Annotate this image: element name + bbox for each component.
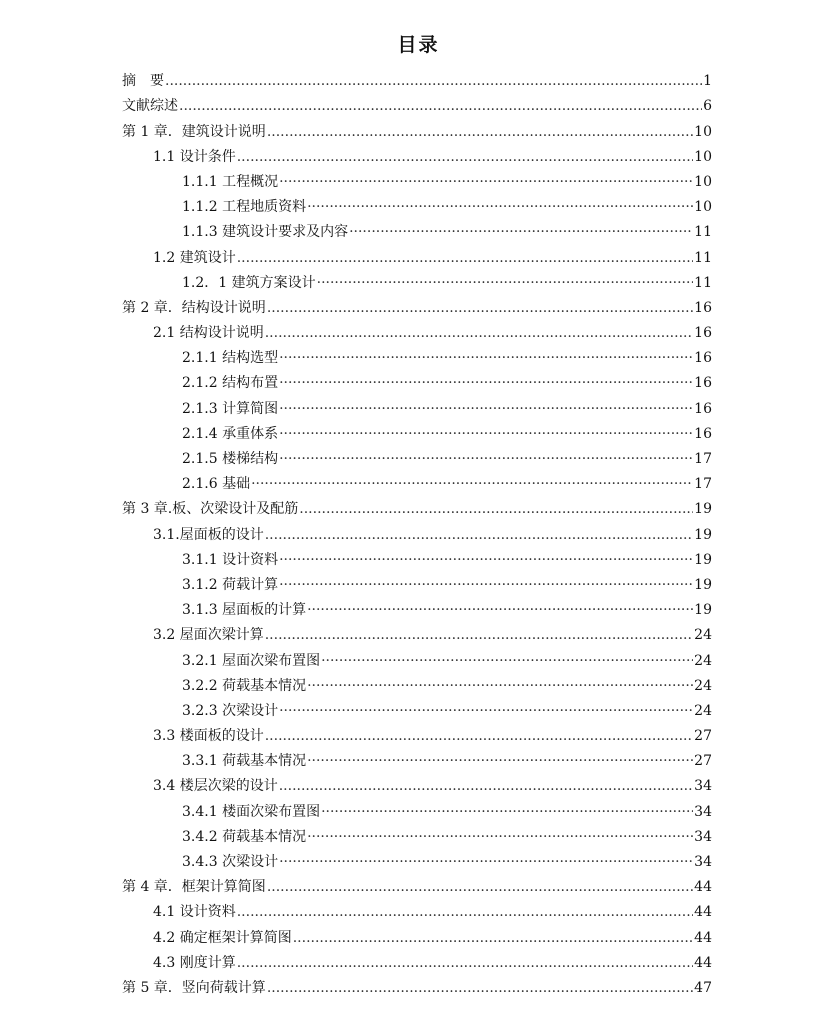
toc-dot-leader bbox=[307, 751, 693, 771]
toc-dot-leader bbox=[237, 147, 693, 167]
toc-entry-label: 1.1.2 工程地质资料 bbox=[182, 199, 307, 216]
toc-entry[interactable] bbox=[122, 242, 712, 267]
toc-entry[interactable] bbox=[122, 922, 712, 947]
toc-entry-label: 4.1 设计资料 bbox=[153, 904, 236, 921]
toc-entry[interactable] bbox=[122, 293, 712, 318]
toc-entry-label: 1.2．1 建筑方案设计 bbox=[182, 274, 316, 291]
toc-entry-label: 1.1.1 工程概况 bbox=[182, 173, 279, 190]
toc-entry-label: 3.3 楼面板的设计 bbox=[153, 728, 264, 745]
toc-entry[interactable] bbox=[122, 268, 712, 293]
toc-dot-leader bbox=[179, 96, 702, 116]
toc-entry[interactable] bbox=[122, 192, 712, 217]
toc-entry[interactable] bbox=[122, 91, 712, 116]
toc-dot-leader bbox=[267, 122, 693, 142]
toc-entry-page-number: 16 bbox=[694, 325, 712, 342]
toc-entry-page-number: 10 bbox=[694, 199, 712, 216]
toc-entry-label: 1.2 建筑设计 bbox=[153, 249, 236, 266]
toc-dot-leader bbox=[279, 701, 693, 721]
toc-dot-leader bbox=[293, 928, 693, 948]
toc-entry-label: 1.1.3 建筑设计要求及内容 bbox=[182, 224, 349, 241]
toc-dot-leader bbox=[307, 600, 693, 620]
toc-dot-leader bbox=[237, 248, 693, 268]
toc-entry-page-number: 34 bbox=[694, 854, 712, 870]
toc-entry-page-number: 16 bbox=[694, 375, 712, 392]
toc-entry-label: 3.3.1 荷载基本情况 bbox=[182, 753, 307, 770]
toc-entry[interactable] bbox=[122, 771, 712, 796]
toc-entry-page-number: 19 bbox=[694, 576, 712, 593]
toc-entry-page-number: 24 bbox=[694, 677, 712, 694]
toc-entry-page-number: 10 bbox=[694, 173, 712, 190]
toc-entry-label: 第 1 章．建筑设计说明 bbox=[122, 123, 266, 140]
toc-entry[interactable] bbox=[122, 167, 712, 192]
toc-entry-page-number: 34 bbox=[694, 803, 712, 820]
toc-entry-page-number: 11 bbox=[694, 274, 712, 291]
toc-dot-leader bbox=[237, 902, 693, 922]
toc-entry[interactable] bbox=[122, 897, 712, 922]
toc-entry[interactable] bbox=[122, 847, 712, 872]
toc-entry[interactable] bbox=[122, 545, 712, 570]
toc-entry-label: 3.2.3 次梁设计 bbox=[182, 702, 279, 719]
toc-dot-leader bbox=[321, 651, 693, 671]
toc-entry-page-number: 10 bbox=[694, 123, 712, 140]
toc-entry-label: 第 3 章.板、次梁设计及配筋 bbox=[122, 501, 299, 518]
toc-entry[interactable] bbox=[122, 645, 712, 670]
toc-entry-label: 1.1 设计条件 bbox=[153, 148, 236, 165]
toc-entry-page-number: 17 bbox=[694, 476, 712, 493]
toc-entry-label: 3.1.3 屋面板的计算 bbox=[182, 602, 307, 619]
toc-entry[interactable] bbox=[122, 721, 712, 746]
toc-dot-leader bbox=[267, 978, 693, 998]
toc-dot-leader bbox=[279, 399, 693, 419]
toc-entry-page-number: 19 bbox=[694, 526, 712, 543]
toc-dot-leader bbox=[321, 802, 693, 822]
toc-entry-page-number: 19 bbox=[694, 602, 712, 619]
toc-entry-label: 第 5 章．竖向荷载计算 bbox=[122, 979, 266, 996]
toc-entry-page-number: 27 bbox=[694, 753, 712, 770]
toc-entry-page-number: 11 bbox=[694, 249, 712, 266]
toc-entry[interactable] bbox=[122, 393, 712, 418]
toc-entry[interactable] bbox=[122, 318, 712, 343]
toc-entry[interactable] bbox=[122, 116, 712, 141]
toc-dot-leader bbox=[279, 172, 693, 192]
toc-entry-page-number: 47 bbox=[694, 979, 712, 996]
toc-dot-leader bbox=[279, 348, 693, 368]
toc-dot-leader bbox=[279, 575, 693, 595]
toc-entry-page-number: 44 bbox=[694, 954, 712, 971]
toc-dot-leader bbox=[279, 776, 693, 796]
toc-entry-page-number: 16 bbox=[694, 400, 712, 417]
toc-entry-label: 3.1.1 设计资料 bbox=[182, 551, 279, 568]
toc-entry[interactable] bbox=[122, 746, 712, 771]
toc-dot-leader bbox=[237, 953, 693, 973]
toc-entry-page-number: 16 bbox=[694, 425, 712, 442]
toc-entry[interactable] bbox=[122, 494, 712, 519]
toc-dot-leader bbox=[279, 550, 693, 570]
toc-dot-leader bbox=[265, 323, 693, 343]
toc-dot-leader bbox=[267, 298, 693, 318]
toc-entry[interactable] bbox=[122, 368, 712, 393]
toc-entry-label: 3.2.1 屋面次梁布置图 bbox=[182, 652, 321, 669]
toc-dot-leader bbox=[265, 625, 693, 645]
toc-dot-leader bbox=[265, 726, 693, 746]
toc-dot-leader bbox=[279, 373, 693, 393]
toc-entry[interactable] bbox=[122, 519, 712, 544]
toc-entry[interactable] bbox=[122, 142, 712, 167]
toc-entry[interactable] bbox=[122, 570, 712, 595]
toc-entry-page-number: 24 bbox=[694, 627, 712, 644]
toc-dot-leader bbox=[251, 474, 693, 494]
toc-entry[interactable] bbox=[122, 948, 712, 973]
toc-entry[interactable] bbox=[122, 419, 712, 444]
toc-entry[interactable] bbox=[122, 217, 712, 242]
toc-entry-label: 2.1 结构设计说明 bbox=[153, 325, 264, 342]
toc-entry-page-number: 24 bbox=[694, 702, 712, 719]
toc-entry[interactable] bbox=[122, 973, 712, 998]
toc-dot-leader bbox=[307, 827, 693, 847]
toc-entry[interactable] bbox=[122, 671, 712, 696]
toc-entry[interactable] bbox=[122, 872, 712, 897]
toc-entry[interactable] bbox=[122, 469, 712, 494]
toc-entry-label: 文献综述 bbox=[122, 98, 178, 115]
toc-entry-page-number: 1 bbox=[703, 73, 712, 90]
toc-entry-label: 3.4.3 次梁设计 bbox=[182, 854, 279, 870]
toc-dot-leader bbox=[299, 499, 693, 519]
table-of-contents bbox=[122, 66, 712, 998]
toc-entry-page-number: 6 bbox=[703, 98, 712, 115]
toc-entry-page-number: 16 bbox=[694, 350, 712, 367]
toc-entry[interactable] bbox=[122, 796, 712, 821]
toc-entry[interactable] bbox=[122, 822, 712, 847]
toc-entry-label: 3.2 屋面次梁计算 bbox=[153, 627, 264, 644]
toc-entry-label: 3.4.2 荷载基本情况 bbox=[182, 828, 307, 845]
toc-dot-leader bbox=[279, 852, 693, 872]
toc-entry-page-number: 19 bbox=[694, 501, 712, 518]
toc-entry-page-number: 11 bbox=[694, 224, 712, 241]
toc-entry-page-number: 19 bbox=[694, 551, 712, 568]
toc-entry-label: 2.1.5 楼梯结构 bbox=[182, 451, 279, 467]
toc-entry-page-number: 24 bbox=[694, 652, 712, 669]
toc-entry-page-number: 27 bbox=[694, 728, 712, 745]
toc-entry-page-number: 44 bbox=[694, 904, 712, 921]
toc-entry-label: 2.1.1 结构选型 bbox=[182, 350, 279, 367]
toc-entry-label: 4.3 刚度计算 bbox=[153, 954, 236, 971]
toc-entry-page-number: 34 bbox=[694, 778, 712, 795]
toc-entry[interactable] bbox=[122, 444, 712, 469]
toc-dot-leader bbox=[279, 424, 693, 444]
toc-entry-page-number: 44 bbox=[694, 929, 712, 946]
toc-entry-label: 2.1.3 计算简图 bbox=[182, 400, 279, 417]
toc-entry[interactable] bbox=[122, 66, 712, 91]
toc-entry-label: 摘 要 bbox=[122, 73, 164, 90]
toc-dot-leader bbox=[317, 273, 694, 293]
toc-entry[interactable] bbox=[122, 620, 712, 645]
toc-entry[interactable] bbox=[122, 595, 712, 620]
toc-dot-leader bbox=[307, 197, 693, 217]
toc-entry[interactable] bbox=[122, 343, 712, 368]
toc-entry-page-number: 34 bbox=[694, 828, 712, 845]
toc-entry-label: 3.1.2 荷载计算 bbox=[182, 576, 279, 593]
toc-entry-label: 3.4.1 楼面次梁布置图 bbox=[182, 803, 321, 820]
toc-entry-label: 3.4 楼层次梁的设计 bbox=[153, 778, 278, 795]
toc-dot-leader bbox=[265, 525, 693, 545]
toc-entry-page-number: 44 bbox=[694, 879, 712, 896]
toc-dot-leader bbox=[307, 676, 693, 696]
toc-dot-leader bbox=[165, 71, 702, 91]
toc-title: 目录 bbox=[397, 34, 440, 56]
toc-entry-label: 第 2 章．结构设计说明 bbox=[122, 299, 266, 316]
toc-entry-page-number: 17 bbox=[694, 451, 712, 467]
toc-entry-label: 2.1.2 结构布置 bbox=[182, 375, 279, 392]
toc-entry-label: 第 4 章．框架计算简图 bbox=[122, 879, 266, 896]
toc-entry-page-number: 10 bbox=[694, 148, 712, 165]
toc-entry-label: 4.2 确定框架计算简图 bbox=[153, 929, 292, 946]
toc-entry-label: 3.1.屋面板的设计 bbox=[153, 526, 264, 543]
toc-entry-label: 2.1.6 基础 bbox=[182, 476, 251, 493]
toc-entry-page-number: 16 bbox=[694, 299, 712, 316]
toc-dot-leader bbox=[279, 449, 693, 469]
toc-entry-label: 3.2.2 荷载基本情况 bbox=[182, 677, 307, 694]
toc-entry-label: 2.1.4 承重体系 bbox=[182, 425, 279, 442]
toc-dot-leader bbox=[267, 877, 693, 897]
toc-entry[interactable] bbox=[122, 696, 712, 721]
toc-dot-leader bbox=[349, 222, 693, 242]
